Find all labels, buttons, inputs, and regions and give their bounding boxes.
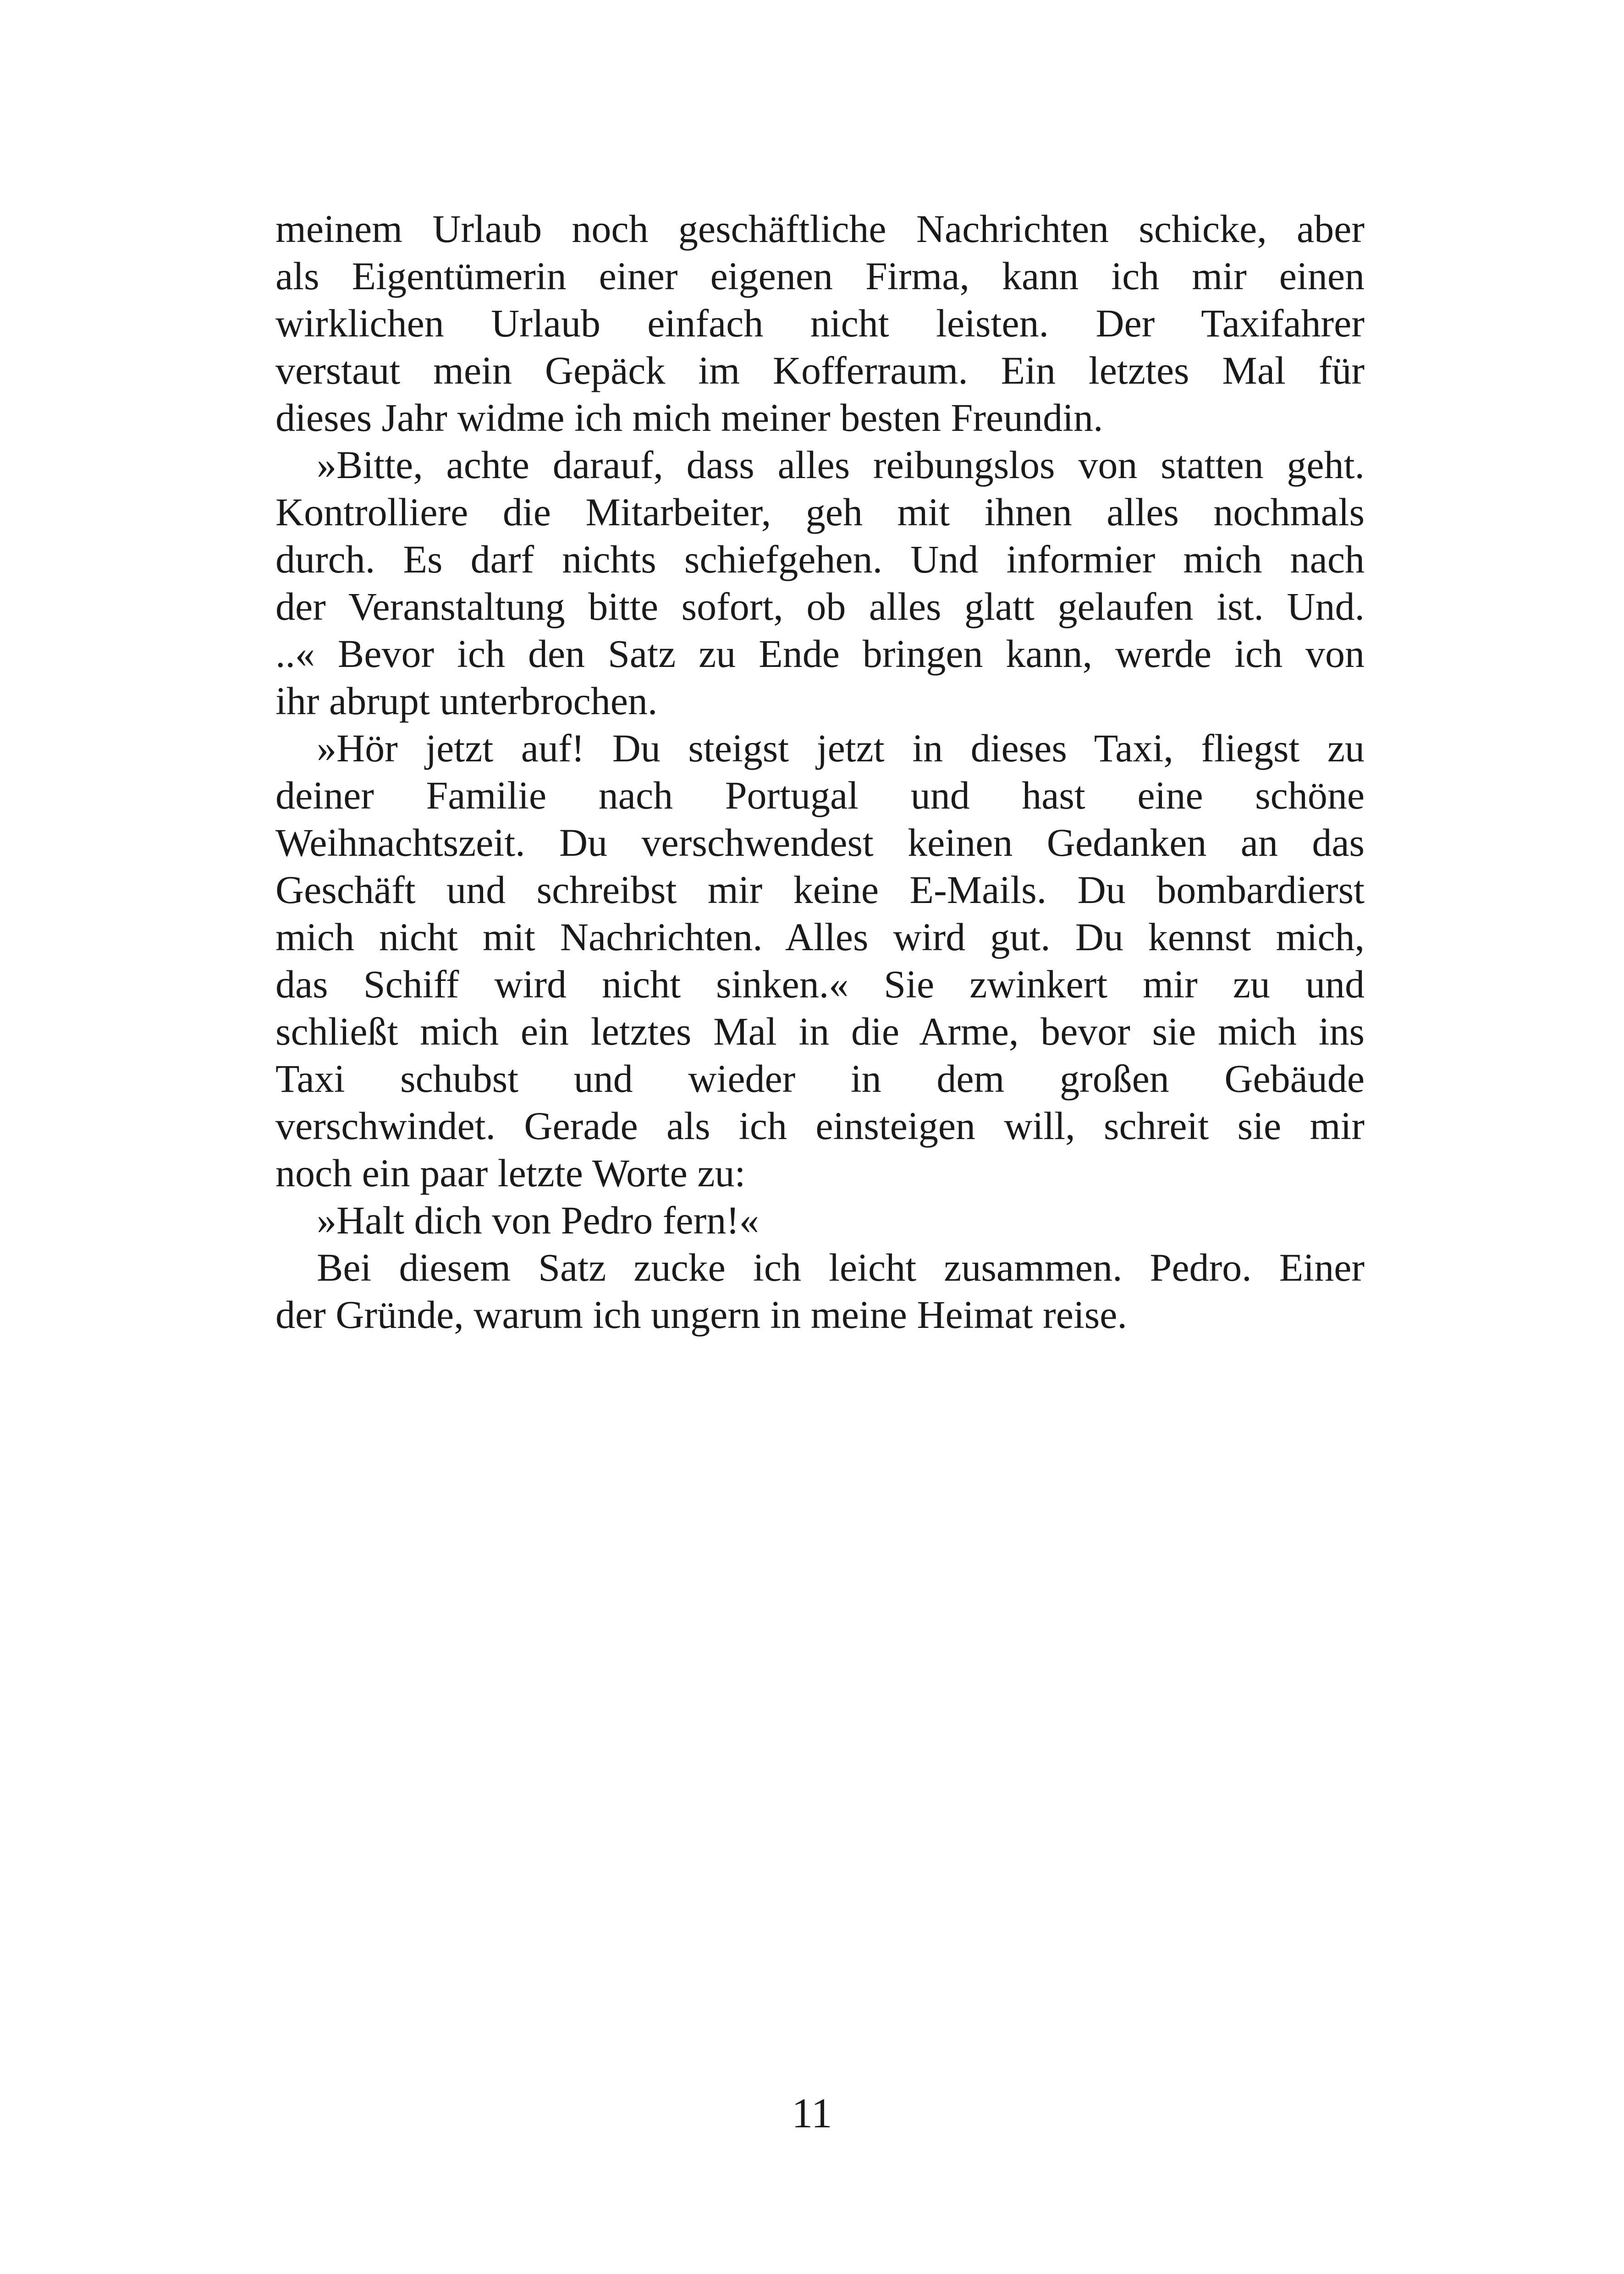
text-line: »Hör jetzt auf! Du steigst jetzt in dieses Taxi, fliegst zu — [317, 726, 1365, 770]
text-line: deiner Familie nach Portugal und hast eine schöne — [275, 773, 1365, 817]
text-line: verstaut mein Gepäck im Kofferraum. Ein letztes Mal für — [275, 348, 1365, 392]
text-line: verschwindet. Gerade als ich einsteigen will, schreit sie mir — [275, 1104, 1365, 1148]
text-line: »Bitte, achte darauf, dass alles reibungslos von statten geht. — [317, 443, 1365, 487]
page-number: 11 — [792, 2090, 832, 2136]
text-line: Bei diesem Satz zucke ich leicht zusammen. Pedro. Einer — [317, 1245, 1365, 1289]
text-line: schließt mich ein letztes Mal in die Arme, bevor sie mich ins — [275, 1009, 1365, 1053]
paragraph — [275, 1197, 1365, 1244]
text-line: meinem Urlaub noch geschäftliche Nachrichten schicke, aber — [275, 207, 1365, 251]
paragraph — [275, 441, 1365, 725]
text-line: ihr abrupt unterbrochen. — [275, 679, 658, 723]
text-line: »Halt dich von Pedro fern!« — [317, 1198, 759, 1242]
paragraph — [275, 1244, 1365, 1338]
paragraph — [275, 725, 1365, 1197]
text-line: das Schiff wird nicht sinken.« Sie zwinkert mir zu und — [275, 962, 1365, 1006]
text-line: als Eigentümerin einer eigenen Firma, kann ich mir einen — [275, 254, 1365, 298]
text-line: Geschäft und schreibst mir keine E-Mails. Du bombardierst — [275, 868, 1365, 912]
text-line: mich nicht mit Nachrichten. Alles wird gut. Du kennst mich, — [275, 915, 1365, 959]
paragraph — [275, 205, 1365, 441]
text-line: ..« Bevor ich den Satz zu Ende bringen kann, werde ich von — [275, 632, 1365, 676]
text-line: der Gründe, warum ich ungern in meine Heimat reise. — [275, 1293, 1127, 1337]
text-line: noch ein paar letzte Worte zu: — [275, 1151, 746, 1195]
text-line: dieses Jahr widme ich mich meiner besten Freundin. — [275, 396, 1103, 440]
text-line: Weihnachtszeit. Du verschwendest keinen Gedanken an das — [275, 820, 1365, 864]
text-line: durch. Es darf nichts schiefgehen. Und informier mich nach — [275, 537, 1365, 581]
text-line: wirklichen Urlaub einfach nicht leisten. Der Taxifahrer — [275, 301, 1365, 345]
text-line: Kontrolliere die Mitarbeiter, geh mit ihnen alles nochmals — [275, 490, 1365, 534]
body-text — [275, 205, 1365, 1338]
text-line: der Veranstaltung bitte sofort, ob alles glatt gelaufen ist. Und. — [275, 584, 1365, 628]
text-line: Taxi schubst und wieder in dem großen Gebäude — [275, 1057, 1365, 1101]
